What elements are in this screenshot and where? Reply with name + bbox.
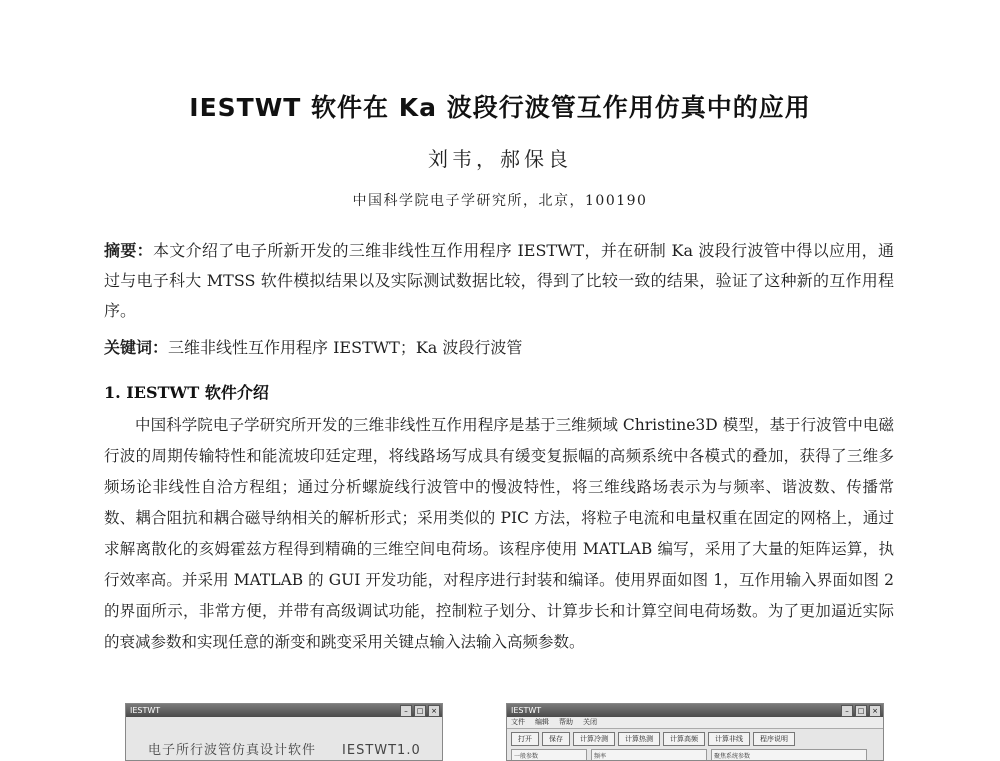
toolbar-button: 计算热测 xyxy=(618,732,660,746)
minimize-icon: – xyxy=(400,705,412,717)
figure-2-window-controls xyxy=(841,705,881,717)
section-1-body: 中国科学院电子学研究所开发的三维非线性互作用程序是基于三维频域 Christine3D 模型，基于行波管中电磁行波的周期传输特性和能流坡印廷定理，将线路场写成具有缓变复振幅的高频系统中各模式的叠加，获得了三维多频场论非线性自洽方程组；通过分析螺旋线行波管中的慢波特性，将三维线路场表示为与频率、谐波数、传播常数、耦合阻抗和耦合磁导纳相关的解析形式；采用类似的 PIC 方法，将粒子电流和电量权重在固定的网格上，通过求解离散化的亥姆霍兹方程得到精确的三维空间电荷场。该程序使用 MATLAB 编写，采用了大量的矩阵运算，执行效率高。并采用 MATLAB 的 GUI 开发功能，对程序进行封装和编译。使用界面如图 1，互作用输入界面如图 2 的界面所示，非常方便，并带有高级调试功能，控制粒子划分、计算步长和计算空间电荷场数。为了更加逼近实际的衰减参数和实现任意的渐变和跳变采用关键点输入法输入高频参数。 xyxy=(104,416,894,651)
close-icon: × xyxy=(869,705,881,717)
figure-2-window xyxy=(506,703,884,761)
menu-item: 编辑 xyxy=(535,718,549,726)
keywords xyxy=(104,334,894,362)
menu-item: 帮助 xyxy=(559,718,573,726)
paper-authors: 刘韦，郝保良 xyxy=(428,147,572,171)
figure-1-software-name: 电子所行波管仿真设计软件 xyxy=(148,743,317,758)
toolbar-button: 计算冷测 xyxy=(573,732,615,746)
figure-2-pane: 一般参数 xyxy=(511,749,587,761)
minimize-icon: – xyxy=(841,705,853,717)
toolbar-button: 打开 xyxy=(511,732,539,746)
figure-2-titlebar xyxy=(507,704,883,717)
toolbar-button: 程序说明 xyxy=(753,732,795,746)
abstract xyxy=(104,236,894,326)
paper-affiliation: 中国科学院电子学研究所，北京，100190 xyxy=(352,193,648,209)
toolbar-button: 计算非线 xyxy=(708,732,750,746)
toolbar-button: 计算高频 xyxy=(663,732,705,746)
toolbar-button: 保存 xyxy=(542,732,570,746)
section-1-heading: 1. IESTWT 软件介绍 xyxy=(104,383,269,402)
close-icon: × xyxy=(428,705,440,717)
figure-1-window xyxy=(125,703,443,761)
maximize-icon: □ xyxy=(855,705,867,717)
maximize-icon: □ xyxy=(414,705,426,717)
keywords-text: 三维非线性互作用程序 IESTWT；Ka 波段行波管 xyxy=(168,338,523,357)
figure-2-toolbar xyxy=(507,729,883,749)
keywords-label: 关键词： xyxy=(104,338,169,357)
figure-1-titlebar xyxy=(126,704,442,717)
figure-2-window-title: IESTWT xyxy=(511,706,542,715)
figure-2-panes xyxy=(507,749,883,761)
figure-1-window-title: IESTWT xyxy=(130,706,161,715)
figure-1-caption xyxy=(126,717,442,758)
abstract-label: 摘要： xyxy=(104,241,153,260)
menu-item: 文件 xyxy=(511,718,525,726)
abstract-text: 本文介绍了电子所新开发的三维非线性互作用程序 IESTWT，并在研制 Ka 波段行波管中得以应用，通过与电子科大 MTSS 软件模拟结果以及实际测试数据比较，得到了比较一致的结果，验证了这种新的互作用程序。 xyxy=(104,241,894,320)
paper-title: IESTWT 软件在 Ka 波段行波管互作用仿真中的应用 xyxy=(189,93,811,122)
figure-1-window-controls xyxy=(400,705,440,717)
figure-1-version: IESTWT1.0 xyxy=(342,743,421,758)
figure-2-menubar xyxy=(507,717,883,729)
figure-2-pane: 聚焦系统参数 xyxy=(711,749,867,761)
menu-item: 关闭 xyxy=(583,718,597,726)
figure-2-pane: 频率 xyxy=(591,749,707,761)
